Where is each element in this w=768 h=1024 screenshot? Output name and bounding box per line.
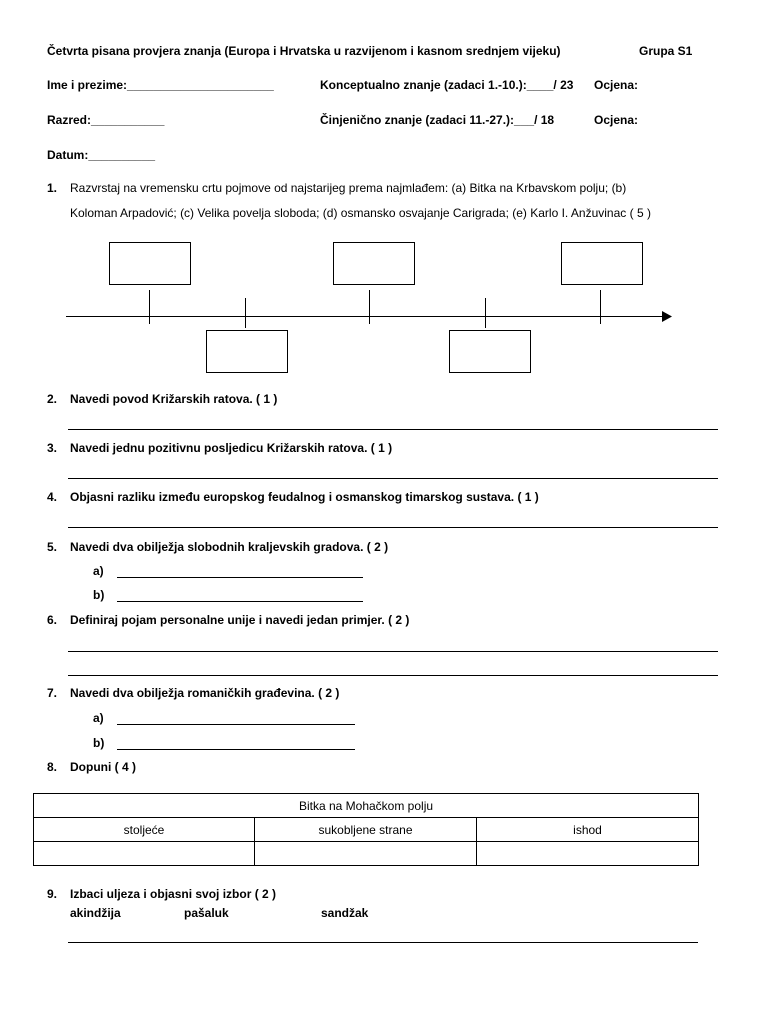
question-text: Definiraj pojam personalne unije i navedi jedan primjer. ( 2 ) [70,613,410,627]
conceptual-score[interactable]: Konceptualno znanje (zadaci 1.-10.):____/ 23 [320,78,574,92]
question-text: Koloman Arpadović; (c) Velika povelja sloboda; (d) osmansko osvajanje Carigrada; (e) Karlo I. Anžuvinac ( 5 ) [70,206,651,220]
question-number: 1. [47,181,58,195]
question-text: Izbaci uljeza i objasni svoj izbor ( 2 ) [70,887,277,901]
class-field[interactable]: Razred:___________ [47,113,165,127]
answer-line[interactable] [68,651,718,652]
table-cell-input[interactable] [34,842,255,866]
page-title: Četvrta pisana provjera znanja (Europa i Hrvatska u razvijenom i kasnom srednjem vijeku) [47,44,561,58]
word-option: akindžija [70,906,121,920]
question-number: 6. [47,613,58,627]
column-header: ishod [477,818,699,842]
timeline-tick [369,290,370,324]
answer-label-a: a) [93,564,104,578]
answer-line[interactable] [68,942,698,943]
question-number: 3. [47,441,58,455]
question-number: 9. [47,887,58,901]
answer-line[interactable] [117,601,363,602]
table-title: Bitka na Mohačkom polju [34,794,699,818]
timeline-box[interactable] [333,242,415,285]
grade-label: Ocjena: [594,113,639,127]
grade-label: Ocjena: [594,78,639,92]
answer-line[interactable] [117,577,363,578]
question-number: 8. [47,760,58,774]
timeline-tick [485,298,486,328]
question-text: Navedi povod Križarskih ratova. ( 1 ) [70,392,278,406]
timeline-box[interactable] [561,242,643,285]
answer-label-a: a) [93,711,104,725]
question-text: Razvrstaj na vremensku crtu pojmove od najstarijeg prema najmlađem: (a) Bitka na Krbavskom polju; (b) [70,181,627,195]
word-option: sandžak [321,906,369,920]
column-header: sukobljene strane [255,818,477,842]
timeline-box[interactable] [206,330,288,373]
question-number: 4. [47,490,58,504]
question-number: 2. [47,392,58,406]
question-number: 5. [47,540,58,554]
answer-line[interactable] [68,478,718,479]
table-cell-input[interactable] [255,842,477,866]
date-field[interactable]: Datum:__________ [47,148,156,162]
timeline-tick [245,298,246,328]
timeline-axis [66,316,666,317]
timeline-box[interactable] [109,242,191,285]
arrow-right-icon [662,311,674,322]
column-header: stoljeće [34,818,255,842]
timeline-tick [600,290,601,324]
word-option: pašaluk [184,906,229,920]
timeline-box[interactable] [449,330,531,373]
answer-line[interactable] [117,749,355,750]
question-text: Navedi jednu pozitivnu posljedicu Križarskih ratova. ( 1 ) [70,441,393,455]
timeline-tick [149,290,150,324]
answer-line[interactable] [68,429,718,430]
question-text: Objasni razliku između europskog feudalnog i osmanskog timarskog sustava. ( 1 ) [70,490,539,504]
question-text: Navedi dva obilježja romaničkih građevina. ( 2 ) [70,686,340,700]
question-text: Navedi dva obilježja slobodnih kraljevskih gradova. ( 2 ) [70,540,389,554]
group-label: Grupa S1 [639,44,693,58]
name-field[interactable]: Ime i prezime:______________________ [47,78,274,92]
table-cell-input[interactable] [477,842,699,866]
battle-table [33,793,699,866]
answer-label-b: b) [93,588,105,602]
question-number: 7. [47,686,58,700]
factual-score[interactable]: Činjenično znanje (zadaci 11.-27.):___/ 18 [320,113,555,127]
answer-line[interactable] [68,675,718,676]
question-text: Dopuni ( 4 ) [70,760,136,774]
answer-line[interactable] [68,527,718,528]
answer-line[interactable] [117,724,355,725]
answer-label-b: b) [93,736,105,750]
